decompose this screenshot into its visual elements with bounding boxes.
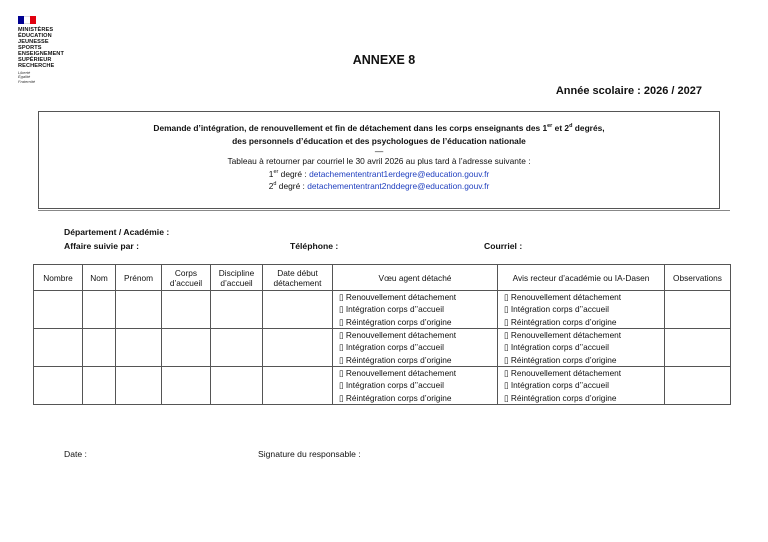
detachment-table bbox=[33, 264, 731, 405]
return-instructions: Tableau à retourner par courriel le 30 avril 2026 au plus tard à l’adresse suivante : bbox=[227, 156, 531, 166]
col-corps-accueil: Corps d’accueil bbox=[162, 265, 211, 291]
signature-label: Signature du responsable : bbox=[258, 449, 361, 459]
logo-line: RECHERCHE bbox=[18, 63, 55, 69]
col-voeu-agent: Vœu agent détaché bbox=[333, 265, 498, 291]
request-title-line2: des personnels d’éducation et des psychologues de l’éducation nationale bbox=[232, 135, 526, 146]
flag-red bbox=[30, 16, 36, 24]
cell-date[interactable] bbox=[263, 329, 333, 367]
cell-nombre[interactable] bbox=[34, 329, 83, 367]
col-nombre: Nombre bbox=[34, 265, 83, 291]
ministry-logo bbox=[18, 16, 88, 84]
option-reintegration[interactable]: ▯ Réintégration corps d’origine bbox=[504, 316, 617, 327]
col-nom: Nom bbox=[83, 265, 116, 291]
cell-avis bbox=[498, 291, 665, 329]
col-discipline-accueil: Discipline d’accueil bbox=[211, 265, 263, 291]
cell-observations[interactable] bbox=[665, 291, 731, 329]
option-reintegration[interactable]: ▯ Réintégration corps d’origine bbox=[339, 316, 452, 327]
motto-line: Fraternité bbox=[18, 78, 36, 84]
logo-line: ENSEIGNEMENT bbox=[18, 51, 64, 57]
motto-line: Égalité bbox=[18, 74, 31, 80]
email-link-2nd-degre[interactable]: detachemententrant2nddegre@education.gouv.fr bbox=[307, 181, 490, 191]
col-date-debut: Date début détachement bbox=[263, 265, 333, 291]
option-integration[interactable]: ▯ Intégration corps d’’accueil bbox=[504, 342, 609, 353]
option-integration[interactable]: ▯ Intégration corps d’’accueil bbox=[339, 342, 444, 353]
logo-line: JEUNESSE bbox=[18, 39, 49, 45]
french-flag-icon bbox=[18, 16, 36, 24]
telephone-label: Téléphone : bbox=[290, 241, 339, 251]
cell-prenom[interactable] bbox=[116, 329, 162, 367]
request-title-line1: Demande d’intégration, de renouvellement et fin de détachement dans les corps enseignants des 1er et 2$^d$ degrés, bbox=[153, 123, 605, 133]
separator-dash: — bbox=[374, 146, 384, 156]
departement-label: Département / Académie : bbox=[64, 227, 170, 237]
table-row bbox=[34, 291, 731, 329]
email-link-1er-degre[interactable]: detachemententrant1erdegre@education.gouv.fr bbox=[309, 168, 490, 179]
cell-corps[interactable] bbox=[162, 329, 211, 367]
cell-nom[interactable] bbox=[83, 367, 116, 405]
option-reintegration[interactable]: ▯ Réintégration corps d’origine bbox=[339, 392, 452, 403]
option-integration[interactable]: ▯ Intégration corps d’’accueil bbox=[339, 380, 444, 391]
courriel-label: Courriel : bbox=[484, 241, 523, 251]
option-reintegration[interactable]: ▯ Réintégration corps d’origine bbox=[339, 354, 452, 365]
cell-corps[interactable] bbox=[162, 291, 211, 329]
cell-avis bbox=[498, 329, 665, 367]
table-row bbox=[34, 367, 731, 405]
cell-discipline[interactable] bbox=[211, 367, 263, 405]
instructions-box bbox=[38, 111, 720, 209]
table-row bbox=[34, 329, 731, 367]
logo-line: SUPÉRIEUR bbox=[18, 57, 52, 63]
option-integration[interactable]: ▯ Intégration corps d’’accueil bbox=[504, 380, 609, 391]
cell-prenom[interactable] bbox=[116, 367, 162, 405]
cell-nombre[interactable] bbox=[34, 291, 83, 329]
logo-line: MINISTÈRES bbox=[18, 27, 54, 33]
option-reintegration[interactable]: ▯ Réintégration corps d’origine bbox=[504, 392, 617, 403]
option-renouvellement[interactable]: ▯ Renouvellement détachement bbox=[339, 292, 457, 303]
divider bbox=[38, 210, 730, 211]
col-avis-recteur: Avis recteur d’académie ou IA-Dasen bbox=[498, 265, 665, 291]
cell-nom[interactable] bbox=[83, 329, 116, 367]
cell-observations[interactable] bbox=[665, 329, 731, 367]
cell-voeu bbox=[333, 329, 498, 367]
second-degree-contact: 2$^d$ degré : detachemententrant2nddegre@education.gouv.fr bbox=[268, 181, 490, 191]
logo-line: ÉDUCATION bbox=[18, 33, 52, 39]
logo-line: SPORTS bbox=[18, 45, 42, 51]
cell-corps[interactable] bbox=[162, 367, 211, 405]
cell-nombre[interactable] bbox=[34, 367, 83, 405]
col-observations: Observations bbox=[665, 265, 731, 291]
option-integration[interactable]: ▯ Intégration corps d’’accueil bbox=[504, 304, 609, 315]
cell-discipline[interactable] bbox=[211, 329, 263, 367]
table-header-row bbox=[34, 265, 731, 291]
affaire-label: Affaire suivie par : bbox=[64, 241, 139, 251]
cell-date[interactable] bbox=[263, 367, 333, 405]
first-degree-contact: 1er degré : detachemententrant1erdegre@education.gouv.fr bbox=[268, 168, 490, 179]
school-year: Année scolaire : 2026 / 2027 bbox=[555, 85, 702, 97]
page-title: ANNEXE 8 bbox=[352, 53, 416, 67]
option-renouvellement[interactable]: ▯ Renouvellement détachement bbox=[339, 368, 457, 379]
cell-date[interactable] bbox=[263, 291, 333, 329]
cell-voeu bbox=[333, 291, 498, 329]
cell-nom[interactable] bbox=[83, 291, 116, 329]
cell-avis bbox=[498, 367, 665, 405]
cell-observations[interactable] bbox=[665, 367, 731, 405]
cell-voeu bbox=[333, 367, 498, 405]
option-renouvellement[interactable]: ▯ Renouvellement détachement bbox=[504, 368, 622, 379]
col-prenom: Prénom bbox=[116, 265, 162, 291]
option-renouvellement[interactable]: ▯ Renouvellement détachement bbox=[339, 330, 457, 341]
logo-motto bbox=[18, 71, 88, 84]
option-integration[interactable]: ▯ Intégration corps d’’accueil bbox=[339, 304, 444, 315]
date-label: Date : bbox=[64, 449, 87, 459]
option-reintegration[interactable]: ▯ Réintégration corps d’origine bbox=[504, 354, 617, 365]
motto-line: Liberté bbox=[18, 70, 31, 75]
option-renouvellement[interactable]: ▯ Renouvellement détachement bbox=[504, 330, 622, 341]
cell-discipline[interactable] bbox=[211, 291, 263, 329]
option-renouvellement[interactable]: ▯ Renouvellement détachement bbox=[504, 292, 622, 303]
cell-prenom[interactable] bbox=[116, 291, 162, 329]
